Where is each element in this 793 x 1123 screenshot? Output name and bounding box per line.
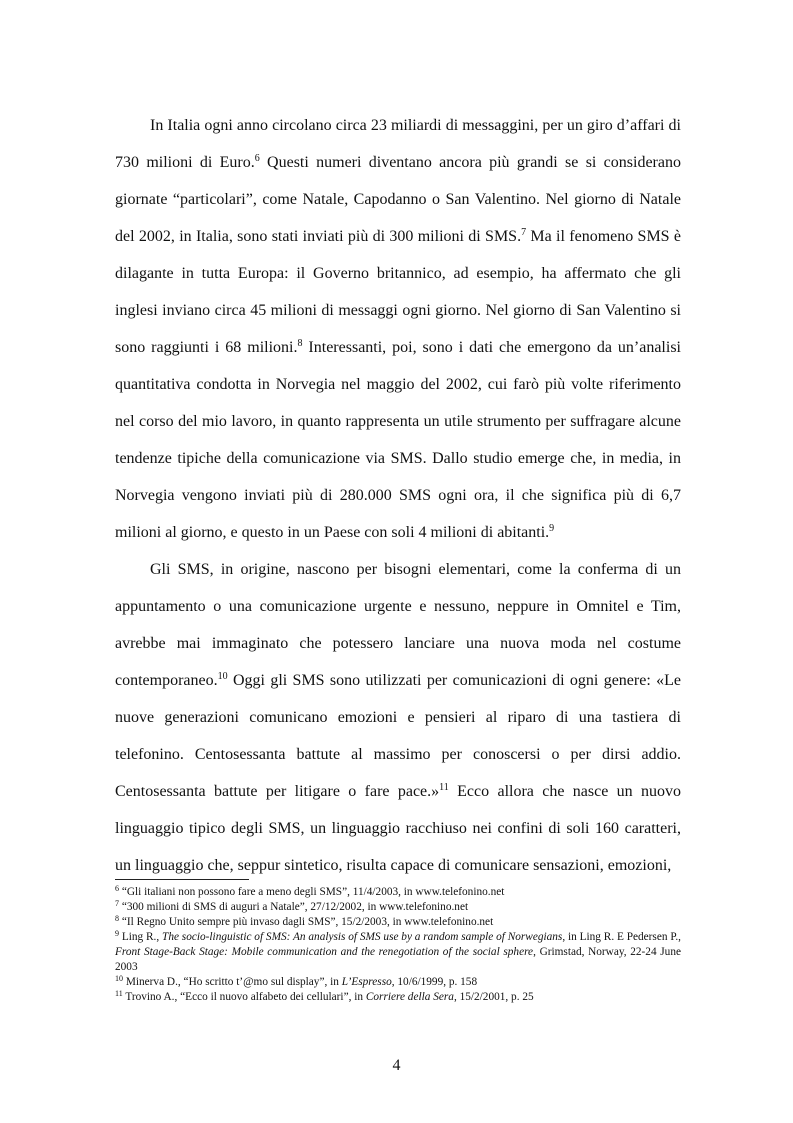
text-run: Ma il fenomeno SMS è dilagante in tutta Europa: il Governo britannico, ad esempio, ha affermato che gli inglesi inviano circa 45 milioni di messaggi ogni giorno. Nel giorno di San Valentino si sono raggiunti i 68 milioni. xyxy=(115,228,682,356)
footnote-separator xyxy=(115,879,249,880)
text-run: Trovino A., “Ecco il nuovo alfabeto dei cellulari”, in xyxy=(122,991,366,1003)
text-run: , in Ling R. E Pedersen P., xyxy=(562,931,682,943)
footnote xyxy=(115,885,681,900)
text-run: Ling R., xyxy=(119,931,163,943)
page-number: 4 xyxy=(392,1057,401,1074)
text-run: Questi numeri diventano ancora più grandi se si considerano giornate “particolari”, come Natale, Capodanno o San Valentino. Nel giorno di Natale del 2002, in Italia, sono stati inviati più di 300 milioni di SMS. xyxy=(115,154,681,245)
footnote-marker: 11 xyxy=(439,782,449,793)
text-run: Minerva D., “Ho scritto t’@mo sul display”, in xyxy=(123,976,342,988)
italic-title: The socio-linguistic of SMS: An analysis of SMS use by a random sample of Norwegians xyxy=(162,931,563,943)
footnote-marker: 10 xyxy=(217,671,228,682)
footnote-marker: 9 xyxy=(115,929,119,938)
text-run: Gli SMS, in origine, nascono per bisogni elementari, come la conferma di un appuntamento o una comunicazione urgente e nessuno, neppure in Omnitel e Tim, avrebbe mai immaginato che potessero lanciare una nuova moda nel costume contemporaneo. xyxy=(115,561,681,689)
paragraph xyxy=(115,551,681,884)
text-run: , 15/2/2001, p. 25 xyxy=(453,991,534,1003)
footnote-marker: 6 xyxy=(254,153,260,164)
footnote xyxy=(115,915,681,930)
footnote xyxy=(115,900,681,915)
text-run: Interessanti, poi, sono i dati che emergono da un’analisi quantitativa condotta in Norvegia nel maggio del 2002, cui farò più volte riferimento nel corso del mio lavoro, in quanto rappresenta un utile strumento per suffragare alcune tendenze tipiche della comunicazione via SMS. Dallo studio emerge che, in media, in Norvegia vengono inviati più di 280.000 SMS ogni ora, il che significa più di 6,7 milioni al giorno, e questo in un Paese con soli 4 milioni di abitanti. xyxy=(115,339,681,541)
text-run: “Gli italiani non possono fare a meno degli SMS”, 11/4/2003, in www.telefonino.net xyxy=(119,886,505,898)
italic-title: Front Stage-Back Stage: Mobile communication and the renegotiation of the social sphere xyxy=(115,946,534,958)
italic-title: Corriere della Sera xyxy=(365,991,454,1003)
italic-title: L’Espresso xyxy=(341,976,392,988)
footnote xyxy=(115,990,681,1005)
footnote-marker: 8 xyxy=(115,914,119,923)
text-run: “Il Regno Unito sempre più invaso dagli SMS”, 15/2/2003, in www.telefonino.net xyxy=(119,916,494,928)
paragraph xyxy=(115,107,681,551)
footnote xyxy=(115,930,681,975)
footnote-marker: 7 xyxy=(521,227,527,238)
text-run: Ecco allora che nasce un nuovo linguaggio tipico degli SMS, un linguaggio racchiuso nei confini di soli 160 caratteri, un linguaggio che, seppur sintetico, risulta capace di comunicare sensazioni, emozioni, xyxy=(115,783,681,874)
footnotes xyxy=(115,885,681,1005)
footnote-marker: 7 xyxy=(115,899,119,908)
text-run: In Italia ogni anno circolano circa 23 miliardi di messaggini, per un giro d’affari di 730 milioni di Euro. xyxy=(115,117,681,171)
text-run: , 10/6/1999, p. 158 xyxy=(391,976,478,988)
body-text xyxy=(115,107,681,884)
footnote-marker: 11 xyxy=(115,989,123,998)
text-run: Oggi gli SMS sono utilizzati per comunicazioni di ogni genere: «Le nuove generazioni comunicano emozioni e pensieri al riparo di una tastiera di telefonino. Centosessanta battute al massimo per conoscersi o per dirsi addio. Centosessanta battute per litigare o fare pace.» xyxy=(115,672,681,800)
footnote-marker: 6 xyxy=(115,884,119,893)
footnote xyxy=(115,975,681,990)
footnote-marker: 8 xyxy=(297,338,303,349)
footnote-marker: 9 xyxy=(549,523,555,534)
text-run: “300 milioni di SMS di auguri a Natale”, 27/12/2002, in www.telefonino.net xyxy=(119,901,469,913)
footnote-marker: 10 xyxy=(115,974,123,983)
text-run: , Grimstad, Norway, 22-24 June 2003 xyxy=(115,946,681,973)
